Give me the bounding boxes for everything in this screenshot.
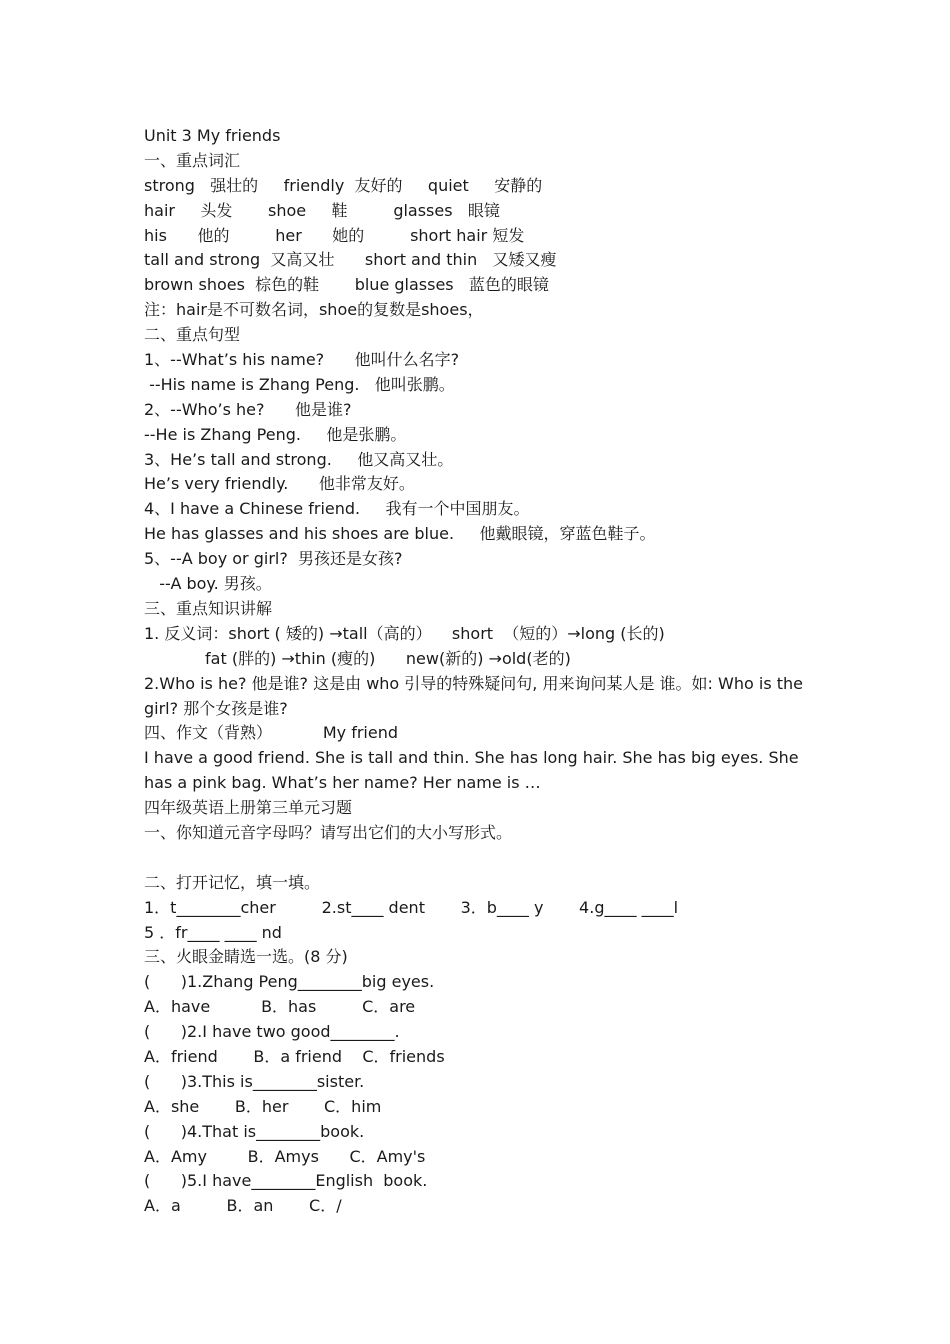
choice-options: A．have B．has C．are (144, 997, 416, 1017)
sentence-line: 1、--What’s his name? 他叫什么名字? (144, 350, 460, 370)
sentence-line: 4、I have a Chinese friend. 我有一个中国朋友。 (144, 499, 530, 519)
choice-question: ( )3.This is________sister. (144, 1071, 365, 1091)
sentence-line: He has glasses and his shoes are blue. 他戴眼镜，穿蓝色鞋子。 (144, 524, 656, 544)
exercise-title: 四年级英语上册第三单元习题 (144, 798, 353, 818)
antonym-line: fat (胖的) →thin (瘦的) new(新的) →old(老的) (144, 648, 571, 668)
choice-options: A．Amy B．Amys C．Amy's (144, 1146, 426, 1166)
document-page (144, 124, 816, 1219)
vocab-line: hair 头发 shoe 鞋 glasses 眼镜 (144, 200, 500, 220)
vocab-line: tall and strong 又高又壮 short and thin 又矮又瘦 (144, 250, 557, 270)
choice-options: A．friend B．a friend C．friends (144, 1047, 445, 1067)
answer-space (144, 846, 816, 871)
vocab-line: strong 强壮的 friendly 友好的 quiet 安静的 (144, 175, 543, 195)
choice-question: ( )4.That is________book. (144, 1121, 365, 1141)
vocab-note: 注：hair是不可数名词，shoe的复数是shoes， (144, 300, 484, 320)
choice-options: A．she B．her C．him (144, 1096, 382, 1116)
section-3-heading: 三、重点知识讲解 (144, 598, 273, 618)
vocab-line: his 他的 her 她的 short hair 短发 (144, 225, 525, 245)
section-4-heading: 四、作文（背熟） My friend (144, 723, 399, 743)
unit-title: Unit 3 My friends (144, 126, 281, 145)
section-1-heading: 一、重点词汇 (144, 150, 241, 170)
sentence-line: --His name is Zhang Peng. 他叫张鹏。 (144, 374, 455, 394)
grammar-paragraph: 2.Who is he? 他是谁? 这是由 who 引导的特殊疑问句, 用来询问某人是 谁。如: Who is the girl? 那个女孩是谁? (144, 673, 809, 718)
fill-in-row: 1．t________cher 2.st____ dent 3．b____ y 4.g____ ____l (144, 897, 679, 917)
choice-question: ( )5.I have________English book. (144, 1171, 428, 1191)
antonym-line: 1. 反义词：short ( 矮的) →tall（高的） short （短的）→long (长的) (144, 623, 665, 643)
sentence-line: He’s very friendly. 他非常友好。 (144, 474, 415, 494)
fill-in-row: 5 ．fr____ ____ nd (144, 922, 282, 942)
choice-question: ( )2.I have two good________. (144, 1022, 400, 1042)
sentence-line: --He is Zhang Peng. 他是张鹏。 (144, 424, 407, 444)
question-1-heading: 一、你知道元音字母吗？请写出它们的大小写形式。 (144, 823, 513, 842)
section-2-heading: 二、重点句型 (144, 325, 241, 345)
choice-options: A．a B．an C．/ (144, 1196, 342, 1216)
choice-question: ( )1.Zhang Peng________big eyes. (144, 972, 435, 992)
sentence-line: --A boy. 男孩。 (144, 574, 272, 594)
question-3-heading: 三、火眼金睛选一选。(8 分) (144, 947, 348, 967)
sentence-line: 2、--Who’s he? 他是谁? (144, 399, 352, 419)
vocab-line: brown shoes 棕色的鞋 blue glasses 蓝色的眼镜 (144, 275, 549, 295)
question-2-heading: 二、打开记忆，填一填。 (144, 872, 321, 892)
sentence-line: 5、--A boy or girl? 男孩还是女孩? (144, 549, 403, 569)
sentence-line: 3、He’s tall and strong. 他又高又壮。 (144, 449, 454, 469)
essay-paragraph: I have a good friend. She is tall and thin. She has long hair. She has big eyes. She has a pink bag. What’s her name? Her name is … (144, 748, 804, 793)
